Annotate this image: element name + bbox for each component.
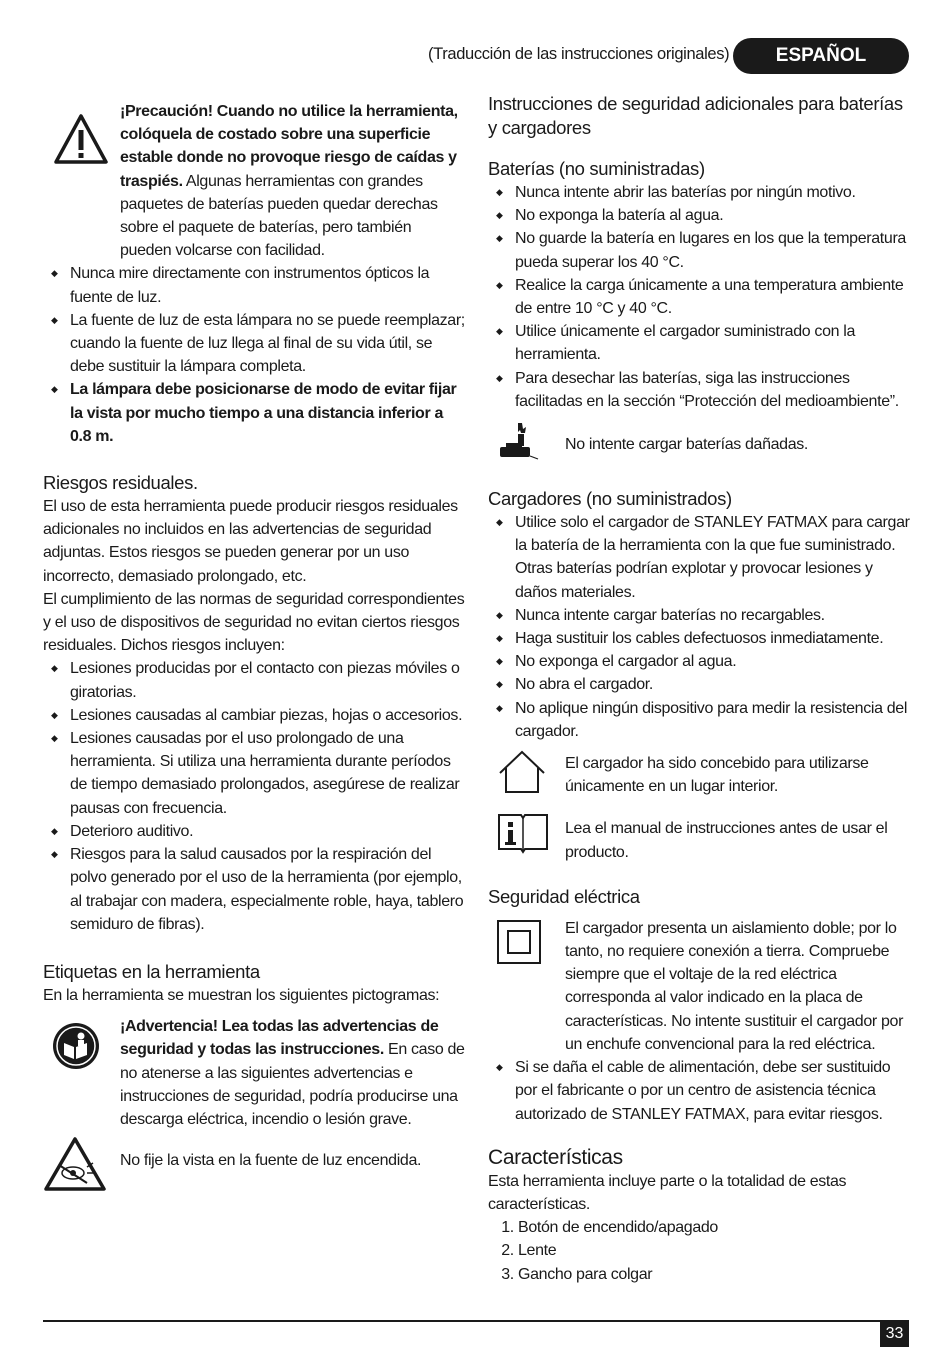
batteries-heading: Baterías (no suministradas) — [488, 158, 705, 179]
no-stare-text: No fije la vista en la fuente de luz encendida. — [120, 1152, 422, 1170]
caution-block — [43, 100, 465, 262]
labels-heading: Etiquetas en la herramienta — [43, 960, 260, 982]
list-item: ◆ No exponga la batería al agua. — [488, 204, 910, 227]
read-manual-book-icon — [496, 811, 550, 855]
list-item — [43, 378, 465, 448]
chargers-list — [488, 511, 910, 743]
list-item: ◆ Nunca mire directamente con instrumentos ópticos la fuente de luz. — [43, 262, 465, 308]
batteries-list — [488, 181, 910, 413]
double-insulation-icon — [496, 919, 542, 965]
indoor-use-house-icon — [496, 749, 548, 795]
features-list — [488, 1216, 910, 1286]
chargers-heading: Cargadores (no suministrados) — [488, 488, 732, 510]
electrical-list — [488, 1056, 910, 1126]
list-item: ◆ Utilice únicamente el cargador suministrado con la herramienta. — [488, 320, 910, 366]
light-bullets — [43, 262, 465, 448]
caution-rest: Algunas herramientas con grandes paquetes de baterías pueden quedar derechas sobre el paquete de baterías, pero también pueden volcarse con facilidad. — [120, 172, 438, 260]
list-item: 1. Botón de encendido/apagado — [518, 1216, 910, 1239]
list-item: ◆ La fuente de luz de esta lámpara no se puede reemplazar; cuando la fuente de luz llega al final de su vida útil, se debe sustituir la lámpara completa. — [43, 309, 465, 379]
no-stare-at-light-icon — [43, 1135, 107, 1193]
list-item: ◆ Si se daña el cable de alimentación, debe ser sustituido por el fabricante o por un centro de asistencia técnica autorizado de STANLEY FATMAX, para evitar riesgos. — [488, 1056, 910, 1126]
read-manual-info-block — [488, 817, 910, 863]
double-insulation-block — [488, 917, 910, 1056]
list-item: ◆ Haga sustituir los cables defectuosos inmediatamente. — [488, 627, 910, 650]
warning-paragraph — [120, 1015, 465, 1131]
indoor-use-text: El cargador ha sido concebido para utilizarse únicamente en un lugar interior. — [565, 755, 869, 796]
warning-triangle-icon — [51, 110, 111, 170]
list-item: ◆ Deterioro auditivo. — [43, 820, 465, 843]
list-item: ◆ Utilice solo el cargador de STANLEY FATMAX para cargar la batería de la herramienta con la que fue suministrado. Otras baterías podrían explotar y provocar lesiones y daños materiales. — [488, 511, 910, 604]
labels-intro: En la herramienta se muestran los siguientes pictogramas: — [43, 986, 440, 1004]
indoor-use-block — [488, 752, 910, 798]
list-item: 2. Lente — [518, 1239, 910, 1262]
list-item: ◆ No aplique ningún dispositivo para medir la resistencia del cargador. — [488, 697, 910, 743]
list-item: ◆ Riesgos para la salud causados por la respiración del polvo generado por el uso de la herramienta (por ejemplo, al trabajar con madera, especialmente roble, haya, tablero semiduro de fibras). — [43, 843, 465, 936]
safety-main-heading: Instrucciones de seguridad adicionales para baterías y cargadores — [488, 93, 903, 138]
language-badge: ESPAÑOL — [733, 38, 909, 74]
residual-heading: Riesgos residuales. — [43, 472, 198, 494]
read-manual-text: Lea el manual de instrucciones antes de usar el producto. — [565, 820, 888, 861]
caution-paragraph — [120, 100, 465, 262]
damaged-battery-icon — [496, 421, 540, 463]
no-stare-block — [43, 1149, 465, 1207]
damaged-battery-text: No intente cargar baterías dañadas. — [565, 436, 809, 454]
left-column — [43, 100, 465, 1207]
bold-bullet-text: La lámpara debe posicionarse de modo de evitar fijar la vista por mucho tiempo a una distancia inferior a 0.8 m. — [70, 381, 457, 445]
list-item: ◆ Nunca intente cargar baterías no recargables. — [488, 604, 910, 627]
list-item: ◆ Lesiones causadas al cambiar piezas, hojas o accesorios. — [43, 704, 465, 727]
residual-para-1: El uso de esta herramienta puede producir riesgos residuales adicionales no incluidos en las advertencias de seguridad adjuntas. Estos riesgos se pueden generar por un uso incorrecto, demasiado prolongado, etc. — [43, 498, 458, 585]
warning-bold: ¡Advertencia! Lea todas las advertencias de seguridad y todas las instrucciones. — [120, 1018, 439, 1059]
translation-note: (Traducción de las instrucciones originales) — [428, 45, 730, 63]
double-insulation-text: El cargador presenta un aislamiento doble; por lo tanto, no requiere conexión a tierra. Compruebe siempre que el voltaje de la red eléctrica corresponda al valor indicado en la placa de características. No intente sustituir el cargador por un enchufe convencional para la red eléctrica. — [565, 919, 904, 1053]
footer-rule — [43, 1320, 909, 1322]
features-heading: Características — [488, 1145, 623, 1169]
right-column — [488, 92, 910, 1286]
list-item: ◆ No guarde la batería en lugares en los que la temperatura pueda superar los 40 °C. — [488, 227, 910, 273]
list-item: ◆ Realice la carga únicamente a una temperatura ambiente de entre 10 °C y 40 °C. — [488, 274, 910, 320]
list-item: ◆ Para desechar las baterías, siga las instrucciones facilitadas en la sección “Protección del medioambiente”. — [488, 367, 910, 413]
warning-rest: En caso de no atenerse a las siguientes advertencias e instrucciones de seguridad, podría producirse una descarga eléctrica, incendio o lesión grave. — [120, 1041, 465, 1128]
read-manual-block — [43, 1015, 465, 1131]
electrical-heading: Seguridad eléctrica — [488, 885, 640, 907]
list-item: 3. Gancho para colgar — [518, 1263, 910, 1286]
caution-bold: ¡Precaución! Cuando no utilice la herramienta, colóquela de costado sobre una superficie estable donde no provoque riesgo de caídas y traspiés. — [120, 103, 458, 190]
residual-list — [43, 657, 465, 935]
damaged-battery-block — [488, 433, 910, 473]
list-item: ◆ Nunca intente abrir las baterías por ningún motivo. — [488, 181, 910, 204]
list-item: ◆ Lesiones producidas por el contacto con piezas móviles o giratorias. — [43, 657, 465, 703]
list-item: ◆ No abra el cargador. — [488, 673, 910, 696]
residual-para-2: El cumplimiento de las normas de seguridad correspondientes y el uso de dispositivos de seguridad no evitan ciertos riesgos residuales. Dichos riesgos incluyen: — [43, 590, 465, 655]
list-item: ◆ Lesiones causadas por el uso prolongado de una herramienta. Si utiliza una herramienta durante períodos de tiempo demasiado prolongados, asegúrese de realizar pausas con frecuencia. — [43, 727, 465, 820]
list-item: ◆ No exponga el cargador al agua. — [488, 650, 910, 673]
page-number: 33 — [880, 1320, 909, 1347]
features-intro: Esta herramienta incluye parte o la totalidad de estas características. — [488, 1172, 847, 1213]
read-manual-icon — [51, 1021, 101, 1071]
